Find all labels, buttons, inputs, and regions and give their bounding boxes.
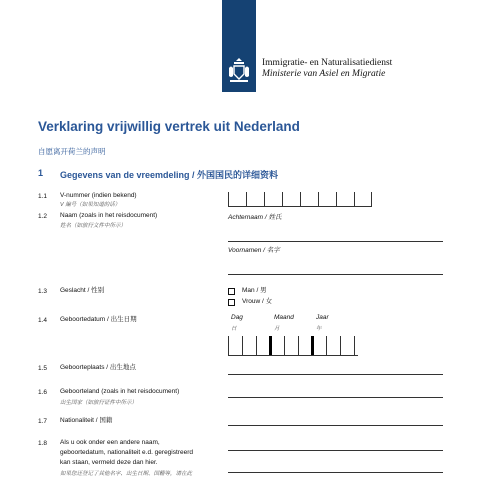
year-label-cn: 年 [316, 326, 322, 332]
year-label: Jaar [316, 314, 329, 321]
item-number: 1.8 [38, 440, 48, 447]
nationality-input[interactable] [228, 425, 443, 426]
label-birth-country-cn: 出生国家（如旅行证件中所示） [60, 400, 138, 406]
label-birth-country: Geboorteland (zoals in het reisdocument) [60, 388, 180, 395]
birth-place-input[interactable] [228, 374, 443, 375]
org-line-2: Ministerie van Asiel en Migratie [262, 69, 386, 79]
item-number: 1.6 [38, 389, 48, 396]
item-number: 1.4 [38, 317, 48, 324]
label-name-cn: 姓名（如旅行文件中所示） [60, 223, 127, 229]
label-v-number: V-nummer (indien bekend) [60, 192, 137, 199]
option-male-label: Man / 男 [242, 287, 267, 294]
option-female-label: Vrouw / 女 [242, 298, 273, 305]
surname-input[interactable] [228, 241, 443, 242]
birth-date-input[interactable] [228, 336, 358, 356]
org-line-1: Immigratie- en Naturalisatiedienst [262, 58, 393, 68]
given-names-label: Voornamen / 名字 [228, 247, 280, 254]
given-names-input[interactable] [228, 274, 443, 275]
label-other-details-cn: 如果您还登记了其他名字、出生日期、国籍等，请在此 [60, 471, 193, 477]
label-birth-date: Geboortedatum / 出生日期 [60, 316, 137, 323]
label-birth-place: Geboorteplaats / 出生地点 [60, 364, 136, 371]
checkbox-male[interactable] [228, 288, 235, 295]
organisation-name [262, 58, 392, 80]
section-title: Gegevens van de vreemdeling / 外国国民的详细资料 [60, 170, 279, 180]
label-other-details-line-2: geboortedatum, nationaliteit e.d. geregistreerd [60, 449, 193, 456]
item-number: 1.5 [38, 365, 48, 372]
label-gender: Geslacht / 性别 [60, 287, 105, 294]
month-label: Maand [274, 314, 294, 321]
item-number: 1.7 [38, 418, 48, 425]
document-subtitle: 自愿离开荷兰的声明 [38, 147, 106, 156]
day-label-cn: 日 [231, 326, 237, 332]
month-label-cn: 月 [274, 326, 280, 332]
day-label: Dag [231, 314, 243, 321]
other-details-input-1[interactable] [228, 450, 443, 451]
item-number: 1.3 [38, 288, 48, 295]
surname-label: Achternaam / 姓氏 [228, 214, 282, 221]
label-other-details-line-1: Als u ook onder een andere naam, [60, 439, 160, 446]
coat-of-arms-icon [226, 56, 252, 84]
v-number-input[interactable] [228, 190, 372, 207]
label-v-number-cn: V 編号（如果知道的话） [60, 202, 121, 208]
section-number: 1 [38, 168, 44, 178]
item-number: 1.1 [38, 193, 48, 200]
item-number: 1.2 [38, 213, 48, 220]
label-nationality: Nationaliteit / 国籍 [60, 417, 113, 424]
document-title: Verklaring vrijwillig vertrek uit Nederland [38, 119, 300, 134]
birth-country-input[interactable] [228, 397, 443, 398]
label-other-details-line-3: kan staan, vermeld deze dan hier. [60, 459, 158, 466]
checkbox-female[interactable] [228, 299, 235, 306]
other-details-input-2[interactable] [228, 472, 443, 473]
label-name: Naam (zoals in het reisdocument) [60, 212, 158, 219]
